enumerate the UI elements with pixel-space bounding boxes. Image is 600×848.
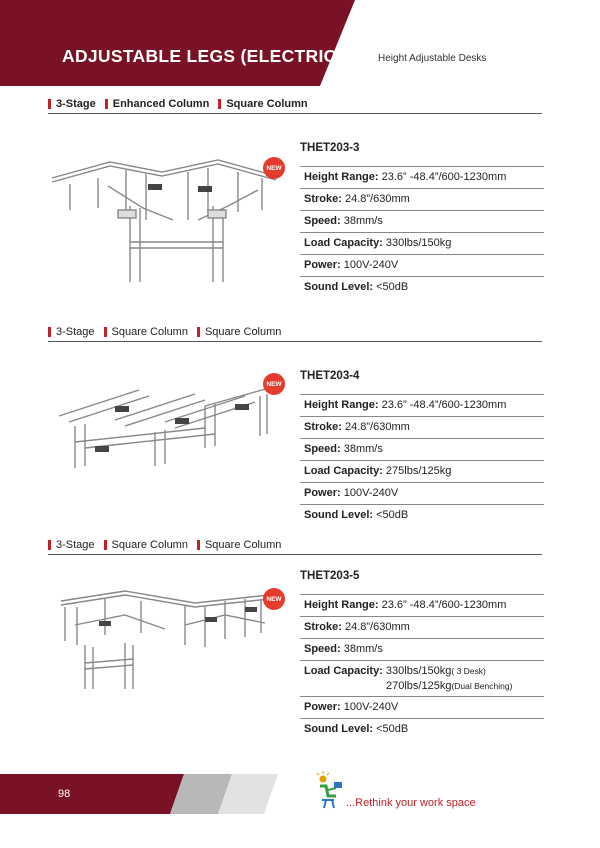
section-divider <box>48 341 542 342</box>
desk-frame-illustration-2 <box>55 376 275 481</box>
tag: Square Column <box>197 326 281 338</box>
tag: Square Column <box>104 326 188 338</box>
tag-bar-icon <box>218 99 221 109</box>
header-banner <box>0 0 355 86</box>
spec-row: Power: 100V-240V <box>300 696 544 718</box>
tag: Square Column <box>104 539 188 551</box>
tag-row-1 <box>48 96 317 112</box>
spec-row: Sound Level: <50dB <box>300 504 544 526</box>
tag: Square Column <box>197 539 281 551</box>
spec-row: Height Range: 23.6” -48.4”/600-1230mm <box>300 166 544 188</box>
spec-row: Stroke: 24.8”/630mm <box>300 188 544 210</box>
spec-row: Speed: 38mm/s <box>300 210 544 232</box>
spec-row: Load Capacity: 275lbs/125kg <box>300 460 544 482</box>
model-name: THET203-5 <box>300 570 360 582</box>
spec-row: Height Range: 23.6” -48.4”/600-1230mm <box>300 394 544 416</box>
spec-row: Stroke: 24.8”/630mm <box>300 416 544 438</box>
spec-row: Speed: 38mm/s <box>300 438 544 460</box>
spec-row: Sound Level: <50dB <box>300 276 544 298</box>
spec-row: Load Capacity: 330lbs/150kg <box>300 232 544 254</box>
spec-row: Height Range: 23.6” -48.4”/600-1230mm <box>300 594 544 616</box>
tag-bar-icon <box>104 540 107 550</box>
tag: Enhanced Column <box>105 98 210 110</box>
tag-bar-icon <box>105 99 108 109</box>
page-number: 98 <box>58 788 71 800</box>
tag-bar-icon <box>104 327 107 337</box>
product-specs-3 <box>300 570 544 740</box>
tag: 3-Stage <box>48 326 95 338</box>
new-badge: NEW <box>263 373 285 395</box>
tag: 3-Stage <box>48 539 95 551</box>
tag: 3-Stage <box>48 98 96 110</box>
desk-frame-illustration-3 <box>55 585 275 700</box>
tag-bar-icon <box>48 99 51 109</box>
spec-row: Stroke: 24.8”/630mm <box>300 616 544 638</box>
tag-bar-icon <box>197 540 200 550</box>
tag-bar-icon <box>197 327 200 337</box>
model-name: THET203-4 <box>300 370 360 382</box>
tag: Square Column <box>218 98 307 110</box>
spec-row: Power: 100V-240V <box>300 482 544 504</box>
new-badge: NEW <box>263 157 285 179</box>
page-subtitle: Height Adjustable Desks <box>378 53 487 64</box>
spec-row: Speed: 38mm/s <box>300 638 544 660</box>
tag-row-2 <box>48 324 290 340</box>
spec-row: Sound Level: <50dB <box>300 718 544 740</box>
spec-row: Load Capacity: 330lbs/150kg( 3 Desk) 270lbs/125kg(Dual Benching) <box>300 660 544 696</box>
slogan: ...Rethink your work space <box>346 797 476 809</box>
page-title: ADJUSTABLE LEGS (ELECTRIC) <box>62 46 343 66</box>
section-divider <box>48 554 542 555</box>
desk-frame-illustration-1 <box>48 150 280 290</box>
section-divider <box>48 113 542 114</box>
workspace-logo-icon <box>314 770 344 810</box>
new-badge: NEW <box>263 588 285 610</box>
footer-band <box>0 774 600 814</box>
tag-row-3 <box>48 537 290 553</box>
tag-bar-icon <box>48 540 51 550</box>
model-name: THET203-3 <box>300 142 360 154</box>
tag-bar-icon <box>48 327 51 337</box>
product-specs-2 <box>300 370 544 526</box>
spec-row: Power: 100V-240V <box>300 254 544 276</box>
product-specs-1 <box>300 142 544 298</box>
